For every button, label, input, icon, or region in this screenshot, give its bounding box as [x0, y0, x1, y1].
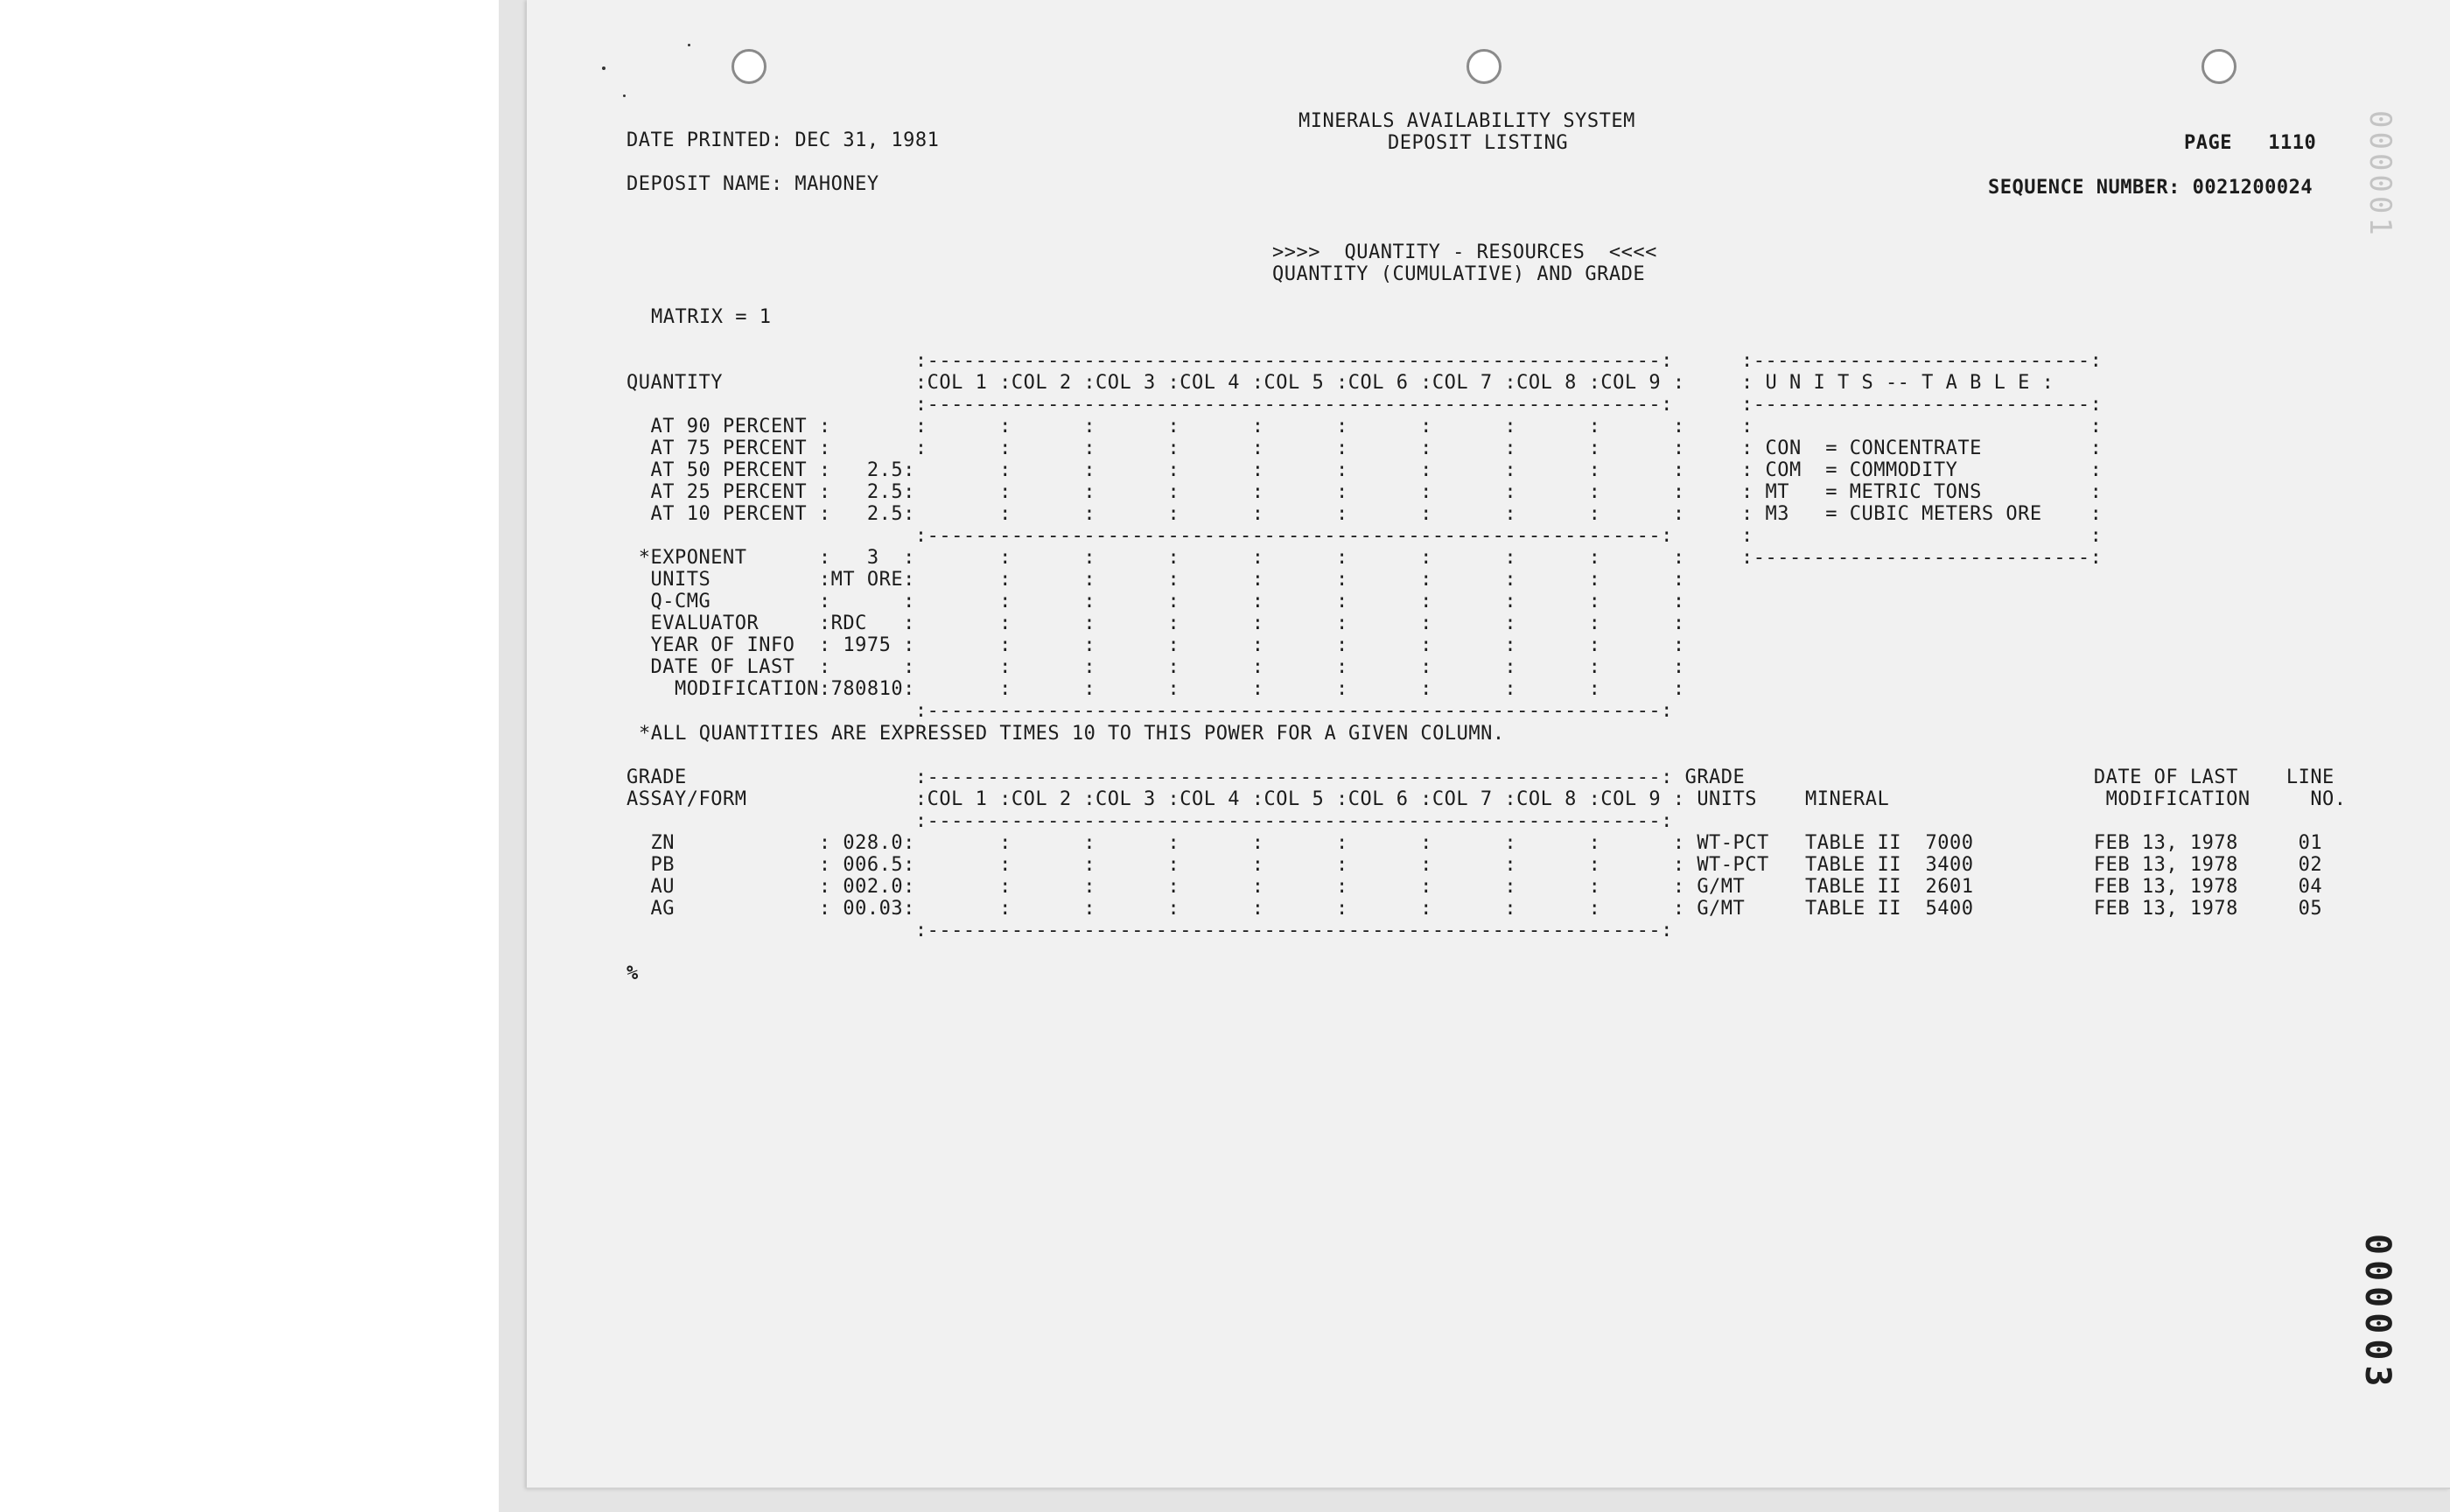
listing-title: DEPOSIT LISTING: [1388, 132, 1569, 154]
quantity-row: UNITS :MT ORE: : : : : : : : : :: [626, 569, 1685, 591]
quantity-table-line: :-------------------------------------------------------------:: [626, 394, 1673, 416]
quantity-row: AT 50 PERCENT : 2.5: : : : : : : : : :: [626, 459, 1685, 481]
units-table-line: :----------------------------:: [1741, 547, 2103, 569]
grade-row: ZN : 028.0: : : : : : : : : : WT-PCT TABLE II 7000 FEB 13, 1978 01: [626, 832, 2323, 854]
page-number: PAGE 1110: [2184, 132, 2317, 154]
quantity-table-header: QUANTITY :COL 1 :COL 2 :COL 3 :COL 4 :COL 5 :COL 6 :COL 7 :COL 8 :COL 9 :: [626, 372, 1685, 394]
quantity-table-line: :-------------------------------------------------------------:: [626, 350, 1673, 372]
units-table-entry: : M3 = CUBIC METERS ORE :: [1741, 503, 2103, 525]
frame-stamp-top: 000001: [2362, 110, 2398, 239]
grade-table-line: :-------------------------------------------------------------:: [626, 920, 1673, 942]
quantity-row: Q-CMG : : : : : : : : : : :: [626, 591, 1685, 612]
punch-hole-left: [732, 49, 766, 84]
grade-row: PB : 006.5: : : : : : : : : : WT-PCT TABLE II 3400 FEB 13, 1978 02: [626, 854, 2323, 876]
section-title: >>>> QUANTITY - RESOURCES <<<<: [1272, 242, 1657, 263]
quantity-row: EVALUATOR :RDC : : : : : : : : : :: [626, 612, 1685, 634]
units-table-entry: : COM = COMMODITY :: [1741, 459, 2103, 481]
quantity-row: MODIFICATION:780810: : : : : : : : : :: [626, 678, 1685, 700]
sequence-number: SEQUENCE NUMBER: 0021200024: [1988, 177, 2314, 199]
system-title: MINERALS AVAILABILITY SYSTEM: [1298, 110, 1635, 132]
footnote: *ALL QUANTITIES ARE EXPRESSED TIMES 10 TO THIS POWER FOR A GIVEN COLUMN.: [639, 723, 1505, 745]
section-subtitle: QUANTITY (CUMULATIVE) AND GRADE: [1272, 263, 1646, 285]
quantity-table-line: :-------------------------------------------------------------:: [626, 525, 1673, 547]
deposit-name: DEPOSIT NAME: MAHONEY: [626, 173, 879, 195]
units-table-title: : U N I T S -- T A B L E :: [1741, 372, 2054, 394]
quantity-row: AT 25 PERCENT : 2.5: : : : : : : : : :: [626, 481, 1685, 503]
quantity-row: AT 90 PERCENT : : : : : : : : : : :: [626, 416, 1685, 438]
scan-speck: [688, 44, 690, 46]
units-table-line: : :: [1741, 525, 2103, 547]
matrix-label: MATRIX = 1: [651, 306, 772, 328]
quantity-table-line: :-------------------------------------------------------------:: [626, 700, 1673, 722]
units-table-entry: : CON = CONCENTRATE :: [1741, 438, 2103, 459]
units-table-line: : :: [1741, 416, 2103, 438]
quantity-row: *EXPONENT : 3 : : : : : : : : : :: [626, 547, 1685, 569]
units-table-line: :----------------------------:: [1741, 394, 2103, 416]
quantity-row: AT 75 PERCENT : : : : : : : : : : :: [626, 438, 1685, 459]
grade-table-line: :-------------------------------------------------------------:: [626, 810, 1673, 832]
grade-table-header: ASSAY/FORM :COL 1 :COL 2 :COL 3 :COL 4 :COL 5 :COL 6 :COL 7 :COL 8 :COL 9 : UNITS MINERAL MODIFICATION NO.: [626, 788, 2347, 810]
quantity-row: YEAR OF INFO : 1975 : : : : : : : : : :: [626, 634, 1685, 656]
quantity-row: DATE OF LAST : : : : : : : : : : :: [626, 656, 1685, 678]
units-table-entry: : MT = METRIC TONS :: [1741, 481, 2103, 503]
grade-table-header: GRADE :-------------------------------------------------------------: GRADE DATE OF LAST LINE: [626, 766, 2334, 788]
grade-row: AG : 00.03: : : : : : : : : : G/MT TABLE II 5400 FEB 13, 1978 05: [626, 898, 2323, 920]
frame-stamp-bottom: 000003: [2357, 1234, 2398, 1392]
scan-speck: [623, 94, 626, 97]
date-printed: DATE PRINTED: DEC 31, 1981: [626, 130, 940, 151]
quantity-row: AT 10 PERCENT : 2.5: : : : : : : : : :: [626, 503, 1685, 525]
grade-row: AU : 002.0: : : : : : : : : : G/MT TABLE II 2601 FEB 13, 1978 04: [626, 876, 2323, 898]
punch-hole-center: [1466, 49, 1502, 84]
end-mark: %: [626, 962, 639, 984]
punch-hole-right: [2202, 49, 2236, 84]
scan-speck: [602, 66, 606, 70]
units-table-line: :----------------------------:: [1741, 350, 2103, 372]
printout-sheet: [527, 0, 2450, 1489]
